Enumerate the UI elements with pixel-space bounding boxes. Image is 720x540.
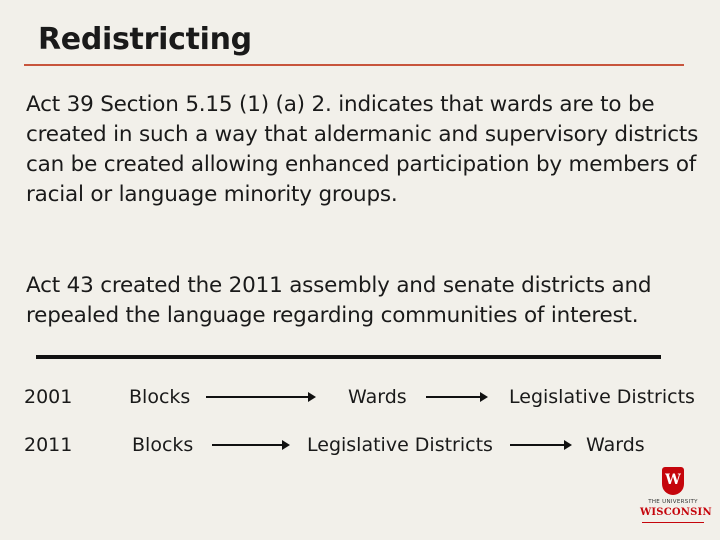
- flow-step: Legislative Districts: [307, 434, 493, 456]
- right-arrow-icon: [206, 396, 314, 398]
- flow-step: Wards: [348, 386, 407, 408]
- flow-step: Blocks: [129, 386, 191, 408]
- logo-wordmark: WISCONSIN: [640, 507, 712, 518]
- flow-step: Blocks: [132, 434, 194, 456]
- paragraph-act-43: Act 43 created the 2011 assembly and senate districts and repealed the language regarding communities of interest.: [26, 273, 652, 328]
- flow-row-2011: [0, 430, 720, 460]
- logo-subtext: THE UNIVERSITY: [648, 499, 698, 505]
- paragraph-act-39: Act 39 Section 5.15 (1) (a) 2. indicates that wards are to be created in such a way that aldermanic and supervisory districts can be created allowing enhanced participation by members of racial or language minority groups.: [26, 92, 699, 207]
- university-logo: [640, 467, 712, 529]
- title-underline: [24, 64, 684, 66]
- right-arrow-icon: [426, 396, 486, 398]
- flow-step: Wards: [586, 434, 645, 456]
- right-arrow-icon: [510, 444, 570, 446]
- flow-row-2001: [0, 382, 720, 412]
- divider-line: [36, 355, 661, 359]
- slide-title: Redistricting: [38, 22, 252, 57]
- flow-year: 2011: [24, 434, 73, 456]
- right-arrow-icon: [212, 444, 288, 446]
- crest-icon: W: [662, 467, 684, 495]
- flow-step: Legislative Districts: [509, 386, 695, 408]
- logo-rule: [642, 522, 704, 523]
- flow-year: 2001: [24, 386, 73, 408]
